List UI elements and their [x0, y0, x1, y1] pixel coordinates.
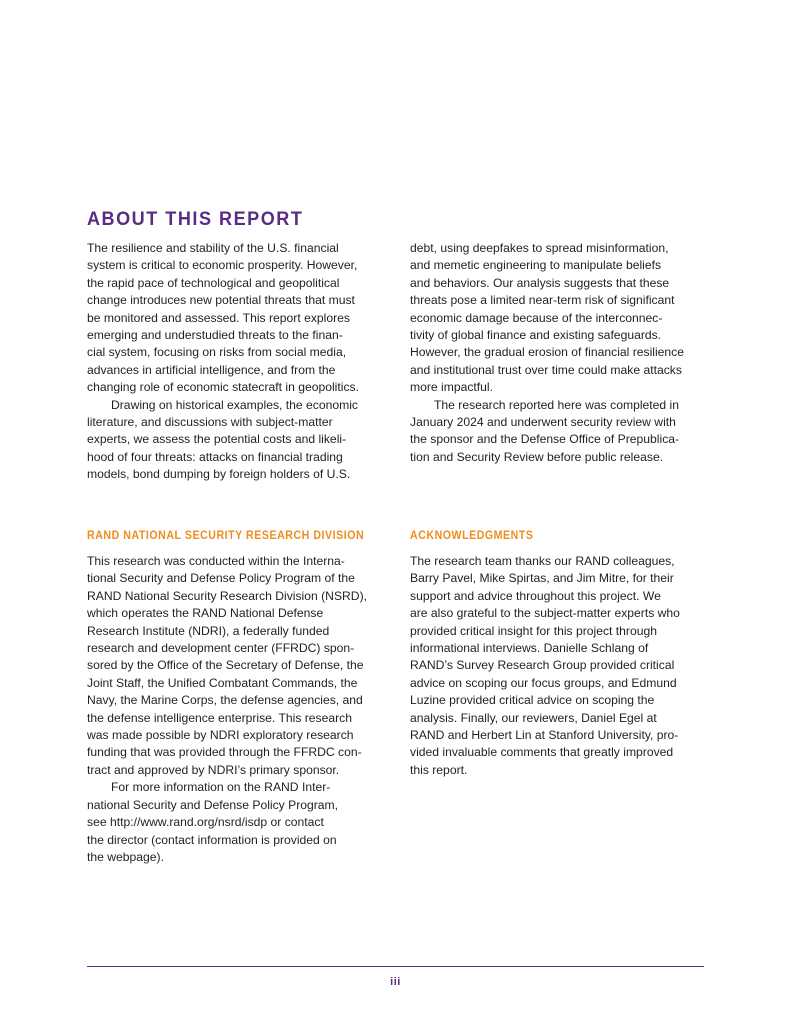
text-line: RAND National Security Research Division (NSRD), [87, 588, 367, 603]
text-line: national Security and Defense Policy Program, [87, 797, 339, 812]
text-line: models, bond dumping by foreign holders of U.S. [87, 467, 351, 482]
about-column-left [87, 240, 383, 484]
text-line: and institutional trust over time could make attacks [410, 362, 682, 377]
footer-divider [87, 966, 704, 967]
text-line: the director (contact information is provided on [87, 832, 337, 847]
text-line: For more information on the RAND Inter- [111, 780, 331, 795]
text-line: RAND’s Survey Research Group provided critical [410, 658, 675, 673]
text-line: The research reported here was completed in [434, 397, 679, 412]
text-line: The resilience and stability of the U.S. financial [87, 241, 339, 255]
text-line: tract and approved by NDRI’s primary sponsor. [87, 762, 340, 777]
text-line: advice on scoping our focus groups, and Edmund [410, 675, 677, 690]
text-line: the sponsor and the Defense Office of Prepublica- [410, 432, 680, 447]
text-line: tional Security and Defense Policy Program of the [87, 571, 355, 586]
text-line: emerging and understudied threats to the finan- [87, 328, 343, 343]
text-line: cial system, focusing on risks from social media, [87, 345, 347, 360]
text-line: analysis. Finally, our reviewers, Daniel Egel at [410, 710, 657, 725]
text-line: RAND and Herbert Lin at Stanford University, pro- [410, 728, 679, 743]
division-heading: RAND NATIONAL SECURITY RESEARCH DIVISION [87, 530, 365, 542]
text-line: tivity of global finance and existing safeguards. [410, 328, 662, 343]
text-line: informational interviews. Danielle Schlang of [410, 641, 649, 656]
text-line: the defense intelligence enterprise. This research [87, 710, 353, 725]
text-line: Luzine provided critical advice on scoping the [410, 693, 655, 708]
page-number: iii [390, 976, 401, 988]
text-line: changing role of economic statecraft in geopolitics. [87, 380, 359, 395]
text-line: the webpage). [87, 849, 164, 864]
paragraph [87, 779, 383, 866]
about-heading: ABOUT THIS REPORT [87, 209, 304, 230]
text-line: support and advice throughout this project. We [410, 588, 661, 603]
text-line: The research team thanks our RAND colleagues, [410, 554, 675, 568]
paragraph [410, 397, 706, 467]
text-line: advances in artificial intelligence, and from the [87, 362, 336, 377]
acknowledgments-column [410, 553, 706, 779]
text-line: Research Institute (NDRI), a federally funded [87, 623, 330, 638]
text-line: which operates the RAND National Defense [87, 606, 324, 621]
text-line: Barry Pavel, Mike Spirtas, and Jim Mitre, for their [410, 571, 674, 586]
text-line: However, the gradual erosion of financial resilience [410, 345, 684, 360]
text-line: are also grateful to the subject-matter experts who [410, 606, 680, 621]
text-line: This research was conducted within the Interna- [87, 554, 345, 568]
text-line: literature, and discussions with subject-matter [87, 415, 333, 430]
text-line: and behaviors. Our analysis suggests that these [410, 275, 670, 290]
text-line: the rapid pace of technological and geopolitical [87, 275, 340, 290]
text-line: Joint Staff, the Unified Combatant Commands, the [87, 675, 358, 690]
text-line: vided invaluable comments that greatly improved [410, 745, 674, 760]
text-line: Navy, the Marine Corps, the defense agencies, and [87, 693, 363, 708]
paragraph [87, 553, 383, 779]
text-line: provided critical insight for this project through [410, 623, 657, 638]
text-line: sored by the Office of the Secretary of Defense, the [87, 658, 364, 673]
text-line: funding that was provided through the FFRDC con- [87, 745, 362, 760]
paragraph [410, 240, 706, 397]
paragraph [87, 240, 383, 397]
acknowledgments-heading: ACKNOWLEDGMENTS [410, 530, 534, 542]
text-line: this report. [410, 762, 468, 777]
text-line: hood of four threats: attacks on financial trading [87, 449, 343, 464]
text-line: Drawing on historical examples, the economic [111, 397, 358, 412]
text-line: system is critical to economic prosperity. However, [87, 258, 358, 273]
text-line: economic damage because of the interconnec- [410, 310, 663, 325]
text-line: be monitored and assessed. This report explores [87, 310, 350, 325]
division-column [87, 553, 383, 866]
text-line: and memetic engineering to manipulate beliefs [410, 258, 662, 273]
text-line: experts, we assess the potential costs and likeli- [87, 432, 347, 447]
text-line: January 2024 and underwent security review with [410, 415, 676, 430]
text-line: change introduces new potential threats that must [87, 293, 355, 308]
paragraph [410, 553, 706, 779]
paragraph [87, 397, 383, 484]
text-line: tion and Security Review before public release. [410, 449, 664, 464]
text-line: debt, using deepfakes to spread misinformation, [410, 241, 669, 255]
text-line: see http://www.rand.org/nsrd/isdp or contact [87, 815, 324, 830]
text-line: research and development center (FFRDC) spon- [87, 641, 355, 656]
text-line: more impactful. [410, 380, 493, 395]
text-line: was made possible by NDRI exploratory research [87, 728, 354, 743]
text-line: threats pose a limited near-term risk of significant [410, 293, 675, 308]
about-column-right [410, 240, 706, 466]
